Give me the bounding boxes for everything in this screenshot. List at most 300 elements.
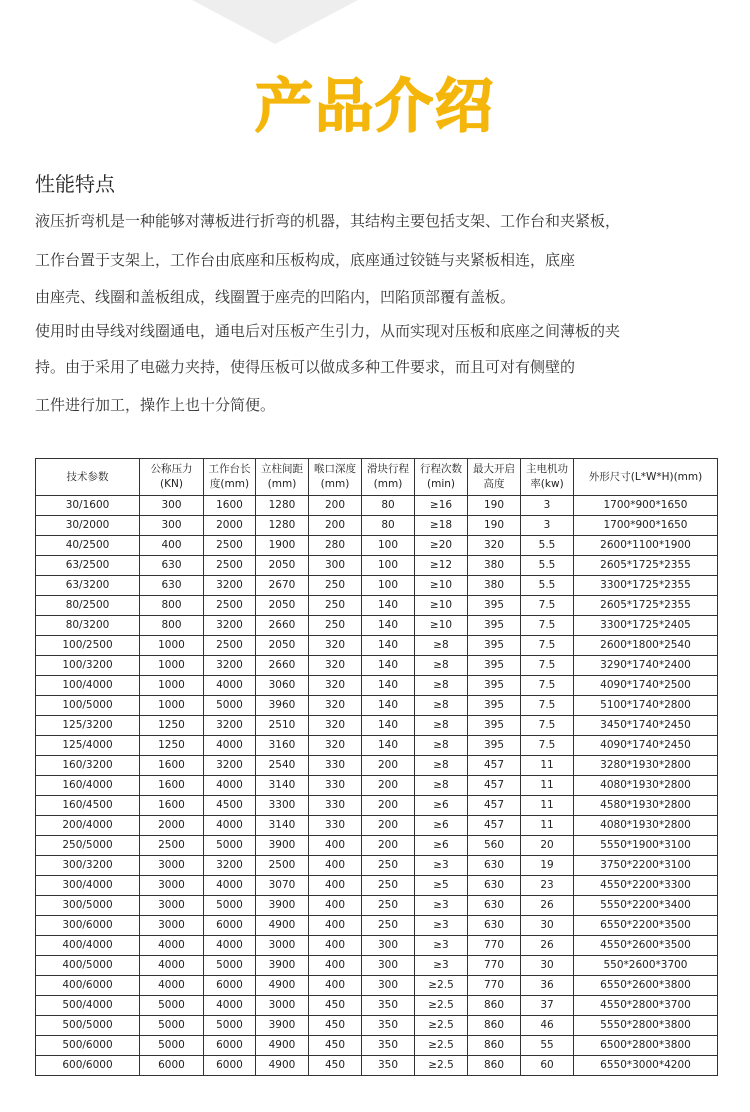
table-cell: 1000 <box>140 676 204 696</box>
table-cell: 400 <box>309 836 362 856</box>
table-cell: ≥2.5 <box>415 976 468 996</box>
table-row <box>36 516 718 536</box>
table-row <box>36 936 718 956</box>
table-cell: 200 <box>362 836 415 856</box>
table-cell: ≥12 <box>415 556 468 576</box>
description-line: 工作台置于支架上，工作台由底座和压板构成，底座通过铰链与夹紧板相连，底座 <box>35 251 576 269</box>
table-cell: 395 <box>468 716 521 736</box>
table-cell: 100 <box>362 556 415 576</box>
table-row <box>36 1016 718 1036</box>
table-row <box>36 716 718 736</box>
table-cell: ≥6 <box>415 836 468 856</box>
table-cell: 3 <box>521 496 574 516</box>
table-cell: 36 <box>521 976 574 996</box>
table-row <box>36 916 718 936</box>
table-cell: 6000 <box>204 1056 256 1076</box>
table-cell: 400/5000 <box>36 956 140 976</box>
table-cell: 300/6000 <box>36 916 140 936</box>
table-cell: 400 <box>140 536 204 556</box>
table-cell: 4900 <box>256 916 309 936</box>
table-cell: 300 <box>362 936 415 956</box>
section-heading: 性能特点 <box>35 172 115 196</box>
table-cell: ≥6 <box>415 796 468 816</box>
table-cell: 2000 <box>140 816 204 836</box>
table-cell: 457 <box>468 796 521 816</box>
description-line: 使用时由导线对线圈通电，通电后对压板产生引力，从而实现对压板和底座之间薄板的夹 <box>35 322 621 340</box>
table-cell: 4000 <box>204 776 256 796</box>
table-cell: 400 <box>309 856 362 876</box>
table-cell: 2540 <box>256 756 309 776</box>
table-cell: 1280 <box>256 516 309 536</box>
table-cell: 3060 <box>256 676 309 696</box>
table-cell: ≥3 <box>415 936 468 956</box>
table-cell: 4090*1740*2500 <box>574 676 718 696</box>
table-cell: 11 <box>521 796 574 816</box>
page-title: 产品介绍 <box>254 72 495 140</box>
table-cell: 5.5 <box>521 576 574 596</box>
table-cell: 3000 <box>140 856 204 876</box>
table-cell: 3200 <box>204 616 256 636</box>
table-cell: ≥8 <box>415 676 468 696</box>
table-cell: 63/3200 <box>36 576 140 596</box>
table-cell: 250 <box>362 896 415 916</box>
table-cell: 19 <box>521 856 574 876</box>
table-cell: 250 <box>309 596 362 616</box>
table-cell: 6000 <box>204 976 256 996</box>
table-cell: 2050 <box>256 636 309 656</box>
table-cell: 3000 <box>140 876 204 896</box>
table-cell: 1250 <box>140 716 204 736</box>
table-cell: 500/4000 <box>36 996 140 1016</box>
table-cell: 395 <box>468 616 521 636</box>
column-header: 外形尺寸(L*W*H)(mm) <box>574 459 718 496</box>
table-cell: 140 <box>362 656 415 676</box>
table-row <box>36 976 718 996</box>
table-cell: 630 <box>468 876 521 896</box>
table-cell: 7.5 <box>521 596 574 616</box>
table-cell: 200 <box>309 496 362 516</box>
table-cell: ≥2.5 <box>415 1036 468 1056</box>
table-row <box>36 636 718 656</box>
table-cell: 160/3200 <box>36 756 140 776</box>
table-cell: 1700*900*1650 <box>574 496 718 516</box>
table-cell: 457 <box>468 776 521 796</box>
table-cell: 80 <box>362 516 415 536</box>
table-cell: 300 <box>362 976 415 996</box>
table-cell: 770 <box>468 956 521 976</box>
table-cell: 26 <box>521 896 574 916</box>
table-cell: 4000 <box>204 936 256 956</box>
table-cell: 860 <box>468 996 521 1016</box>
table-cell: 1000 <box>140 656 204 676</box>
table-cell: 400 <box>309 976 362 996</box>
table-cell: 3290*1740*2400 <box>574 656 718 676</box>
table-cell: 380 <box>468 576 521 596</box>
table-cell: 4500 <box>204 796 256 816</box>
table-cell: 320 <box>309 696 362 716</box>
table-cell: 5.5 <box>521 556 574 576</box>
table-cell: 450 <box>309 996 362 1016</box>
table-cell: 140 <box>362 676 415 696</box>
table-row <box>36 776 718 796</box>
description-line: 持。由于采用了电磁力夹持，使得压板可以做成多种工件要求，而且可对有侧壁的 <box>35 358 576 376</box>
table-cell: 3960 <box>256 696 309 716</box>
table-cell: 2600*1800*2540 <box>574 636 718 656</box>
table-cell: 250 <box>362 876 415 896</box>
table-cell: 1280 <box>256 496 309 516</box>
table-cell: 457 <box>468 756 521 776</box>
top-notch-decoration <box>192 0 358 44</box>
table-cell: 1000 <box>140 636 204 656</box>
table-cell: 3160 <box>256 736 309 756</box>
table-cell: 300/4000 <box>36 876 140 896</box>
table-cell: 395 <box>468 596 521 616</box>
table-cell: 330 <box>309 796 362 816</box>
table-cell: 3900 <box>256 896 309 916</box>
description-line: 由座壳、线圈和盖板组成，线圈置于座壳的凹陷内，凹陷顶部覆有盖板。 <box>35 288 516 306</box>
table-row <box>36 856 718 876</box>
table-cell: 11 <box>521 776 574 796</box>
table-row <box>36 1036 718 1056</box>
table-cell: 320 <box>309 736 362 756</box>
table-cell: 3750*2200*3100 <box>574 856 718 876</box>
table-cell: 6550*3000*4200 <box>574 1056 718 1076</box>
table-cell: 3140 <box>256 816 309 836</box>
table-cell: ≥2.5 <box>415 1056 468 1076</box>
table-cell: 140 <box>362 736 415 756</box>
table-cell: 395 <box>468 736 521 756</box>
table-cell: 7.5 <box>521 736 574 756</box>
table-cell: 4550*2600*3500 <box>574 936 718 956</box>
table-header-row <box>36 459 718 496</box>
table-row <box>36 796 718 816</box>
table-cell: 3200 <box>204 656 256 676</box>
table-cell: 3900 <box>256 836 309 856</box>
column-header: 立柱间距(mm) <box>256 459 309 496</box>
table-cell: 63/2500 <box>36 556 140 576</box>
table-cell: 3200 <box>204 716 256 736</box>
table-cell: 2500 <box>204 636 256 656</box>
table-cell: 630 <box>468 856 521 876</box>
table-cell: 860 <box>468 1056 521 1076</box>
table-cell: 350 <box>362 1016 415 1036</box>
table-cell: 1000 <box>140 696 204 716</box>
table-cell: 800 <box>140 616 204 636</box>
table-cell: 630 <box>140 556 204 576</box>
table-cell: 5000 <box>204 896 256 916</box>
table-cell: 400 <box>309 916 362 936</box>
table-cell: 3 <box>521 516 574 536</box>
table-cell: 320 <box>309 656 362 676</box>
table-cell: 37 <box>521 996 574 1016</box>
table-cell: 3000 <box>256 996 309 1016</box>
table-cell: 140 <box>362 636 415 656</box>
table-cell: 5000 <box>204 956 256 976</box>
table-cell: 125/4000 <box>36 736 140 756</box>
table-row <box>36 876 718 896</box>
table-cell: 770 <box>468 976 521 996</box>
table-cell: 280 <box>309 536 362 556</box>
table-cell: 7.5 <box>521 696 574 716</box>
table-body <box>36 496 718 1076</box>
table-row <box>36 536 718 556</box>
table-cell: 4900 <box>256 1036 309 1056</box>
table-cell: 3000 <box>140 916 204 936</box>
table-cell: 5550*2800*3800 <box>574 1016 718 1036</box>
table-cell: ≥2.5 <box>415 996 468 1016</box>
table-cell: 6550*2200*3500 <box>574 916 718 936</box>
table-cell: 630 <box>468 896 521 916</box>
table-cell: 1600 <box>140 796 204 816</box>
table-cell: 1600 <box>204 496 256 516</box>
table-cell: 350 <box>362 1036 415 1056</box>
table-cell: 350 <box>362 996 415 1016</box>
table-cell: 250 <box>309 616 362 636</box>
table-cell: 100 <box>362 536 415 556</box>
table-cell: 3000 <box>256 936 309 956</box>
table-cell: 2500 <box>140 836 204 856</box>
table-cell: 400/6000 <box>36 976 140 996</box>
column-header: 技术参数 <box>36 459 140 496</box>
table-cell: 60 <box>521 1056 574 1076</box>
table-cell: 11 <box>521 816 574 836</box>
table-cell: 320 <box>309 636 362 656</box>
table-cell: 5000 <box>140 1036 204 1056</box>
table-row <box>36 816 718 836</box>
table-cell: 250 <box>362 916 415 936</box>
table-cell: 3300*1725*2405 <box>574 616 718 636</box>
table-cell: 7.5 <box>521 616 574 636</box>
table-cell: 6000 <box>140 1056 204 1076</box>
table-cell: ≥10 <box>415 576 468 596</box>
table-row <box>36 996 718 1016</box>
table-cell: 46 <box>521 1016 574 1036</box>
table-cell: 250/5000 <box>36 836 140 856</box>
table-cell: 6000 <box>204 1036 256 1056</box>
table-cell: 200 <box>309 516 362 536</box>
table-cell: 6500*2800*3800 <box>574 1036 718 1056</box>
table-cell: 2510 <box>256 716 309 736</box>
table-cell: 350 <box>362 1056 415 1076</box>
table-cell: 330 <box>309 756 362 776</box>
table-cell: 3900 <box>256 1016 309 1036</box>
column-header: 滑块行程(mm) <box>362 459 415 496</box>
table-cell: 2660 <box>256 616 309 636</box>
table-cell: 5550*2200*3400 <box>574 896 718 916</box>
table-cell: 770 <box>468 936 521 956</box>
table-cell: 3450*1740*2450 <box>574 716 718 736</box>
table-cell: 4080*1930*2800 <box>574 776 718 796</box>
table-cell: 160/4500 <box>36 796 140 816</box>
table-cell: ≥3 <box>415 896 468 916</box>
table-cell: 400 <box>309 956 362 976</box>
table-cell: 30/2000 <box>36 516 140 536</box>
table-cell: 160/4000 <box>36 776 140 796</box>
table-cell: 1600 <box>140 756 204 776</box>
table-cell: 1600 <box>140 776 204 796</box>
table-cell: 450 <box>309 1056 362 1076</box>
table-cell: 300 <box>362 956 415 976</box>
table-cell: 140 <box>362 716 415 736</box>
description-line: 工件进行加工，操作上也十分简便。 <box>35 396 276 414</box>
table-cell: ≥20 <box>415 536 468 556</box>
table-cell: 300 <box>140 516 204 536</box>
table-cell: ≥5 <box>415 876 468 896</box>
table-row <box>36 616 718 636</box>
table-cell: 400 <box>309 896 362 916</box>
table-row <box>36 956 718 976</box>
table-row <box>36 596 718 616</box>
table-cell: 380 <box>468 556 521 576</box>
table-cell: 2500 <box>204 536 256 556</box>
table-cell: 400 <box>309 876 362 896</box>
table-cell: 600/6000 <box>36 1056 140 1076</box>
table-row <box>36 1056 718 1076</box>
table-cell: 190 <box>468 496 521 516</box>
table-cell: 395 <box>468 656 521 676</box>
table-cell: ≥16 <box>415 496 468 516</box>
table-row <box>36 736 718 756</box>
table-cell: 400/4000 <box>36 936 140 956</box>
table-cell: 2670 <box>256 576 309 596</box>
table-cell: ≥8 <box>415 776 468 796</box>
table-cell: 3200 <box>204 856 256 876</box>
table-cell: 100/3200 <box>36 656 140 676</box>
table-cell: 320 <box>309 676 362 696</box>
column-header: 工作台长度(mm) <box>204 459 256 496</box>
table-cell: 4090*1740*2450 <box>574 736 718 756</box>
table-cell: 200/4000 <box>36 816 140 836</box>
table-row <box>36 696 718 716</box>
table-cell: 550*2600*3700 <box>574 956 718 976</box>
table-cell: 3280*1930*2800 <box>574 756 718 776</box>
table-cell: 20 <box>521 836 574 856</box>
table-cell: 30 <box>521 916 574 936</box>
table-row <box>36 756 718 776</box>
table-cell: 4000 <box>140 956 204 976</box>
table-cell: 300/5000 <box>36 896 140 916</box>
table-cell: 140 <box>362 696 415 716</box>
table-cell: 4000 <box>204 676 256 696</box>
table-cell: 5100*1740*2800 <box>574 696 718 716</box>
table-row <box>36 676 718 696</box>
description-line: 液压折弯机是一种能够对薄板进行折弯的机器，其结构主要包括支架、工作台和夹紧板， <box>35 212 621 230</box>
table-cell: 2000 <box>204 516 256 536</box>
table-row <box>36 656 718 676</box>
table-cell: 4900 <box>256 976 309 996</box>
table-cell: 560 <box>468 836 521 856</box>
table-cell: 320 <box>468 536 521 556</box>
table-cell: 250 <box>362 856 415 876</box>
table-cell: 2600*1100*1900 <box>574 536 718 556</box>
table-cell: 7.5 <box>521 636 574 656</box>
table-cell: 5000 <box>204 1016 256 1036</box>
table-row <box>36 496 718 516</box>
table-cell: 4550*2800*3700 <box>574 996 718 1016</box>
table-cell: ≥3 <box>415 916 468 936</box>
column-header: 主电机功率(kw) <box>521 459 574 496</box>
table-cell: 5550*1900*3100 <box>574 836 718 856</box>
table-cell: 500/6000 <box>36 1036 140 1056</box>
table-cell: 300/3200 <box>36 856 140 876</box>
table-cell: 2500 <box>256 856 309 876</box>
table-cell: 4000 <box>140 976 204 996</box>
table-cell: 395 <box>468 676 521 696</box>
table-cell: ≥8 <box>415 636 468 656</box>
table-cell: ≥8 <box>415 736 468 756</box>
table-cell: 4000 <box>140 936 204 956</box>
spec-table <box>35 458 718 1076</box>
table-cell: 300 <box>309 556 362 576</box>
table-cell: 4000 <box>204 816 256 836</box>
table-cell: 4550*2200*3300 <box>574 876 718 896</box>
table-row <box>36 556 718 576</box>
table-cell: 80/3200 <box>36 616 140 636</box>
table-cell: 2500 <box>204 556 256 576</box>
table-cell: 140 <box>362 616 415 636</box>
table-cell: 5000 <box>140 1016 204 1036</box>
table-cell: 200 <box>362 756 415 776</box>
table-cell: 500/5000 <box>36 1016 140 1036</box>
table-cell: 7.5 <box>521 716 574 736</box>
table-cell: 6550*2600*3800 <box>574 976 718 996</box>
table-cell: 40/2500 <box>36 536 140 556</box>
column-header: 公称压力(KN) <box>140 459 204 496</box>
table-cell: 7.5 <box>521 656 574 676</box>
table-cell: 630 <box>140 576 204 596</box>
column-header: 行程次数(min) <box>415 459 468 496</box>
table-cell: 80 <box>362 496 415 516</box>
table-cell: 3300 <box>256 796 309 816</box>
table-cell: 3200 <box>204 756 256 776</box>
table-cell: 5000 <box>140 996 204 1016</box>
table-cell: ≥8 <box>415 696 468 716</box>
table-cell: 125/3200 <box>36 716 140 736</box>
table-cell: 4000 <box>204 736 256 756</box>
table-cell: 5.5 <box>521 536 574 556</box>
table-cell: 2660 <box>256 656 309 676</box>
table-cell: 860 <box>468 1016 521 1036</box>
table-cell: 140 <box>362 596 415 616</box>
table-cell: ≥6 <box>415 816 468 836</box>
table-cell: 4900 <box>256 1056 309 1076</box>
table-cell: 800 <box>140 596 204 616</box>
table-cell: 2500 <box>204 596 256 616</box>
table-cell: ≥8 <box>415 756 468 776</box>
table-cell: 5000 <box>204 836 256 856</box>
table-cell: 2050 <box>256 556 309 576</box>
table-cell: 200 <box>362 816 415 836</box>
table-cell: 3140 <box>256 776 309 796</box>
table-cell: 100 <box>362 576 415 596</box>
table-cell: 395 <box>468 636 521 656</box>
table-cell: 200 <box>362 796 415 816</box>
table-cell: 55 <box>521 1036 574 1056</box>
table-cell: 320 <box>309 716 362 736</box>
table-cell: 3300*1725*2355 <box>574 576 718 596</box>
table-cell: 100/4000 <box>36 676 140 696</box>
table-cell: ≥10 <box>415 596 468 616</box>
column-header: 喉口深度(mm) <box>309 459 362 496</box>
table-cell: 5000 <box>204 696 256 716</box>
table-cell: ≥18 <box>415 516 468 536</box>
table-cell: 30/1600 <box>36 496 140 516</box>
table-cell: ≥2.5 <box>415 1016 468 1036</box>
table-cell: 330 <box>309 776 362 796</box>
table-cell: 3070 <box>256 876 309 896</box>
table-row <box>36 836 718 856</box>
table-cell: 1700*900*1650 <box>574 516 718 536</box>
